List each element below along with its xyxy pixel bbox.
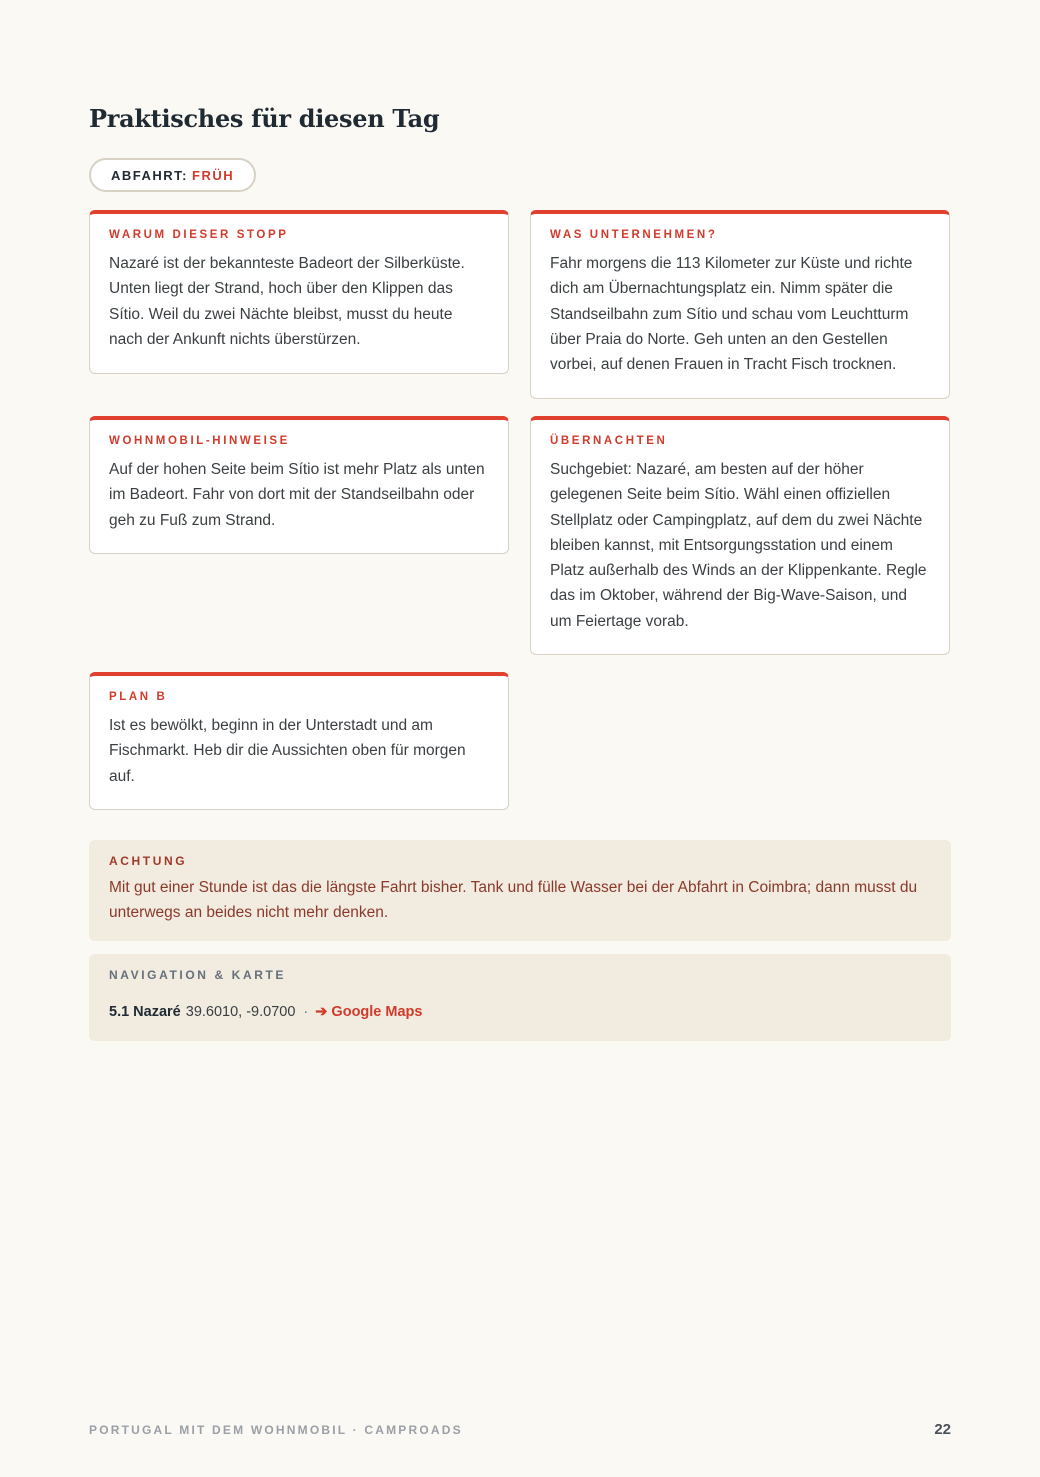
navigation-row <box>109 1004 931 1020</box>
card-why-stop <box>89 210 509 374</box>
card-activities <box>530 210 950 399</box>
card-title: ÜBERNACHTEN <box>550 435 668 447</box>
card-body: Ist es bewölkt, beginn in der Unterstadt und am Fischmarkt. Heb dir die Aussichten oben für morgen auf. <box>109 717 466 785</box>
card-camper-tips <box>89 416 509 554</box>
place-name: 5.1 Nazaré <box>109 1004 181 1020</box>
card-title: WOHNMOBIL-HINWEISE <box>109 435 290 447</box>
warning-title: ACHTUNG <box>109 854 188 868</box>
warning-body: Mit gut einer Stunde ist das die längste Fahrt bisher. Tank und fülle Wasser bei der Abfahrt in Coimbra; dann musst du unterwegs an beides nicht mehr denken. <box>109 879 918 922</box>
departure-label: ABFAHRT: <box>111 167 188 183</box>
card-title: WARUM DIESER STOPP <box>109 229 289 241</box>
card-title: PLAN B <box>109 691 168 703</box>
navigation-title: NAVIGATION & KARTE <box>109 968 287 982</box>
google-maps-link[interactable]: ➔ Google Maps <box>315 1004 423 1020</box>
card-plan-b <box>89 672 509 810</box>
separator: · <box>303 1004 309 1020</box>
card-overnight <box>530 416 950 655</box>
departure-badge <box>89 158 256 192</box>
page-number: 22 <box>934 1421 951 1438</box>
coordinates: 39.6010, -9.0700 <box>185 1004 296 1020</box>
navigation-box <box>89 954 951 1041</box>
footer-label: PORTUGAL MIT DEM WOHNMOBIL · CAMPROADS <box>89 1422 463 1437</box>
card-body: Suchgebiet: Nazaré, am besten auf der höher gelegenen Seite beim Sítio. Wähl einen offiziellen Stellplatz oder Campingplatz, auf dem du zwei Nächte bleiben kannst, mit Entsorgungsstation und einem Platz außerhalb des Winds an der Klippenkante. Regle das im Oktober, während der Big-Wave-Saison, und um Feiertage vorab. <box>550 461 927 630</box>
card-body: Auf der hohen Seite beim Sítio ist mehr Platz als unten im Badeort. Fahr von dort mit der Standseilbahn oder geh zu Fuß zum Strand. <box>109 461 485 529</box>
card-body: Nazaré ist der bekannteste Badeort der Silberküste. Unten liegt der Strand, hoch über den Klippen das Sítio. Weil du zwei Nächte bleibst, musst du heute nach der Ankunft nichts überstürzen. <box>109 255 465 348</box>
departure-value: FRÜH <box>192 167 235 183</box>
card-body: Fahr morgens die 113 Kilometer zur Küste und richte dich am Übernachtungsplatz ein. Nimm später die Standseilbahn zum Sítio und schau vom Leuchtturm über Praia do Norte. Geh unten an den Gestellen vorbei, auf denen Frauen in Tracht Fisch trocknen. <box>550 255 913 374</box>
page-footer <box>89 1421 951 1438</box>
page-title: Praktisches für diesen Tag <box>89 104 440 133</box>
warning-box <box>89 840 951 941</box>
card-title: WAS UNTERNEHMEN? <box>550 229 718 241</box>
